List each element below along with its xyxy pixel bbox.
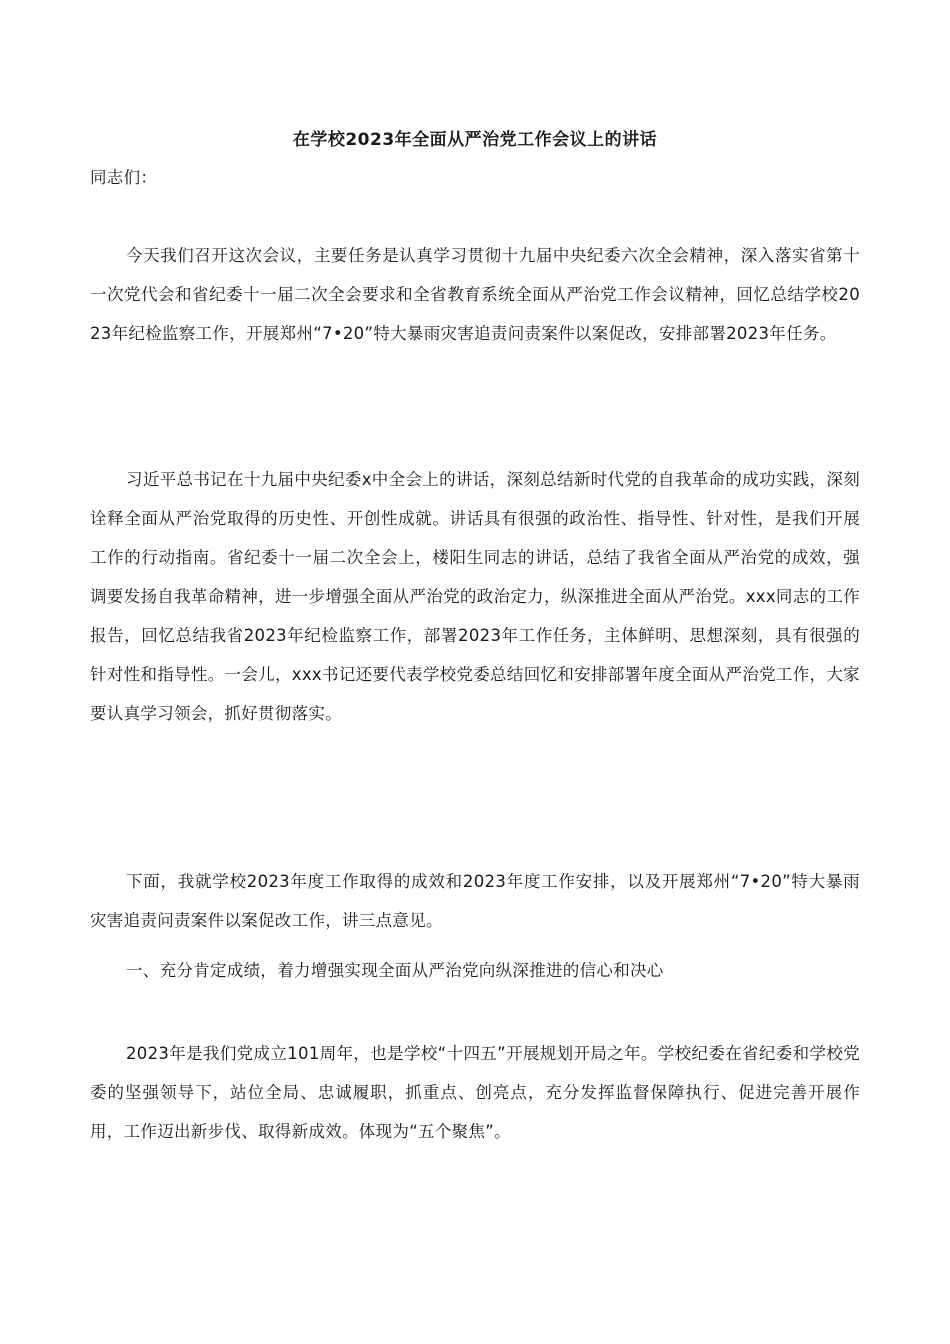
paragraph-speech-summary: 习近平总书记在十九届中央纪委x中全会上的讲话，深刻总结新时代党的自我革命的成功实践，深刻诠释全面从严治党取得的历史性、开创性成就。讲话具有很强的政治性、指导性、针对性，是我们开展工作的行动指南。省纪委十一届二次全会上，楼阳生同志的讲话，总结了我省全面从严治党的成效，强调要发扬自我革命精神，进一步增强全面从严治党的政治定力，纵深推进全面从严治党。xxx同志的工作报告，回忆总结我省2023年纪检监察工作，部署2023年工作任务，主体鲜明、思想深刻，具有很强的针对性和指导性。一会儿，xxx书记还要代表学校党委总结回忆和安排部署年度全面从严治党工作，大家要认真学习领会，抓好贯彻落实。: [90, 470, 860, 723]
paragraph-section-body: 2023年是我们党成立101周年，也是学校“十四五”开展规划开局之年。学校纪委在省纪委和学校党委的坚强领导下，站位全局、忠诚履职，抓重点、创亮点，充分发挥监督保障执行、促进完善开展作用，工作迈出新步伐、取得新成效。体现为“五个聚焦”。: [90, 1044, 860, 1141]
salutation: 同志们：: [90, 168, 158, 187]
section-heading: 一、充分肯定成绩，着力增强实现全面从严治党向纵深推进的信心和决心: [126, 961, 664, 980]
document-title: 在学校2023年全面从严治党工作会议上的讲话: [292, 130, 658, 150]
paragraph-intro: 今天我们召开这次会议，主要任务是认真学习贯彻十九届中央纪委六次全会精神，深入落实省第十一次党代会和省纪委十一届二次全会要求和全省教育系统全面从严治党工作会议精神，回忆总结学校2023年纪检监察工作，开展郑州“7•20”特大暴雨灾害追责问责案件以案促改，安排部署2023年任务。: [90, 246, 860, 343]
paragraph-outline: 下面，我就学校2023年度工作取得的成效和2023年度工作安排，以及开展郑州“7•20”特大暴雨灾害追责问责案件以案促改工作，讲三点意见。: [90, 872, 860, 930]
